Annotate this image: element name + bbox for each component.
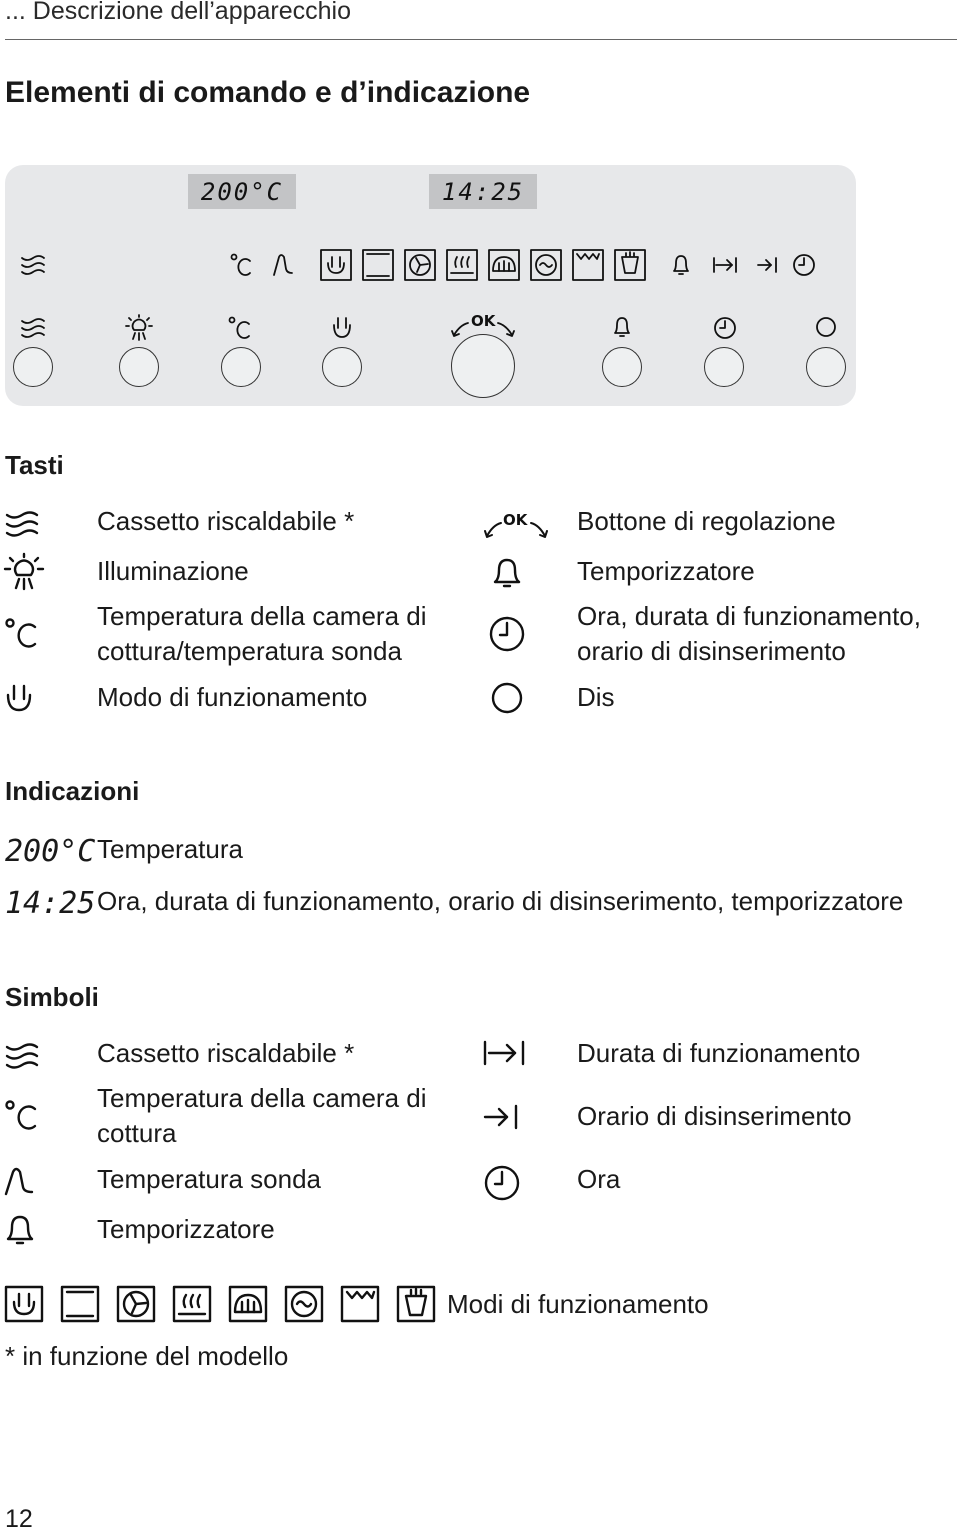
temperature-display: 200°C (188, 174, 296, 209)
mode-fan-grill-icon (530, 249, 562, 281)
duration-icon (712, 256, 738, 274)
mode-fan-grill-icon (285, 1286, 325, 1324)
list-item-label: Ora (577, 1164, 621, 1194)
light-button[interactable] (119, 347, 159, 387)
section-heading-indicazioni: Indicazioni (5, 776, 140, 806)
mode-bottom-heat-icon (173, 1286, 213, 1324)
clock-icon (713, 316, 737, 340)
list-item-label: Cassetto riscaldabile * (97, 1038, 355, 1068)
temperature-icon (228, 316, 254, 340)
list-item-label: cottura/temperatura sonda (97, 636, 402, 666)
list-item-label: Bottone di regolazione (577, 506, 836, 536)
footnote: * in funzione del modello (5, 1341, 289, 1371)
clock-button[interactable] (704, 347, 744, 387)
operating-mode-icon (5, 684, 33, 712)
warming-drawer-icon (20, 254, 46, 276)
temperature-icon (230, 253, 254, 277)
duration-icon (483, 1040, 525, 1066)
bell-icon (671, 254, 691, 276)
probe-icon (272, 253, 294, 277)
list-item-label: Ora, durata di funzionamento, orario di disinserimento, temporizzatore (97, 886, 904, 916)
bell-icon (5, 1214, 35, 1246)
list-item-label: Durata di funzionamento (577, 1038, 861, 1068)
bell-icon (492, 557, 522, 589)
mode-grill-icon (341, 1286, 381, 1324)
svg-text:OK: OK (503, 511, 528, 529)
page-title: Elementi di comando e d’indicazione (5, 76, 531, 109)
temperature-icon (5, 1099, 39, 1131)
temperature-button[interactable] (221, 347, 261, 387)
list-item-label: Temperatura della camera di (97, 1083, 427, 1113)
list-item-label: orario di disinserimento (577, 636, 846, 666)
probe-icon (4, 1166, 36, 1196)
mode-topbottom-icon (362, 249, 394, 281)
operating-mode-icon (331, 316, 353, 340)
list-item-label: Temperatura della camera di (97, 601, 427, 631)
warming-drawer-icon (5, 1042, 39, 1070)
clock-icon (792, 253, 816, 277)
light-icon (125, 315, 153, 341)
list-item-label: Cassetto riscaldabile * (97, 506, 355, 536)
adjustment-dial[interactable] (451, 334, 515, 398)
clock-icon (489, 616, 525, 652)
operating-mode-button[interactable] (322, 347, 362, 387)
light-icon (4, 554, 44, 590)
mode-fan-icon (404, 249, 436, 281)
temperature-icon (5, 617, 39, 649)
list-item-label: Illuminazione (97, 556, 249, 586)
header-divider (5, 39, 957, 40)
svg-text:OK: OK (471, 312, 496, 330)
mode-defrost-icon (397, 1286, 437, 1324)
list-item-label: Temperatura (97, 834, 243, 864)
list-item-label: Ora, durata di funzionamento, (577, 601, 921, 631)
breadcrumb: ... Descrizione dell’apparecchio (5, 0, 352, 25)
bell-icon (612, 316, 632, 338)
mode-grill-icon (572, 249, 604, 281)
off-circle-icon (815, 316, 837, 338)
section-heading-tasti: Tasti (5, 450, 64, 480)
time-display-symbol: 14:25 (5, 886, 96, 921)
mode-defrost-icon (614, 249, 646, 281)
mode-hotair-icon (5, 1286, 45, 1324)
mode-topbottom-icon (61, 1286, 101, 1324)
page-number: 12 (5, 1505, 33, 1533)
list-item-label: Temporizzatore (97, 1214, 275, 1244)
end-time-icon (483, 1104, 519, 1130)
warming-drawer-icon (20, 317, 46, 339)
mode-pizza-icon (229, 1286, 269, 1324)
clock-icon (484, 1165, 520, 1201)
off-button[interactable] (806, 347, 846, 387)
warming-drawer-icon (5, 510, 39, 538)
timer-button[interactable] (602, 347, 642, 387)
warming-drawer-button[interactable] (13, 347, 53, 387)
mode-pizza-icon (488, 249, 520, 281)
list-item-label: Dis (577, 682, 615, 712)
time-display: 14:25 (429, 174, 537, 209)
mode-fan-icon (117, 1286, 157, 1324)
list-item-label: Temperatura sonda (97, 1164, 322, 1194)
modes-label: Modi di funzionamento (447, 1289, 709, 1319)
list-item-label: Orario di disinserimento (577, 1101, 852, 1131)
list-item-label: Modo di funzionamento (97, 682, 368, 712)
list-item-label: Temporizzatore (577, 556, 755, 586)
list-item-label: cottura (97, 1118, 177, 1148)
mode-bottom-heat-icon (446, 249, 478, 281)
off-circle-icon (491, 682, 525, 716)
temperature-display-symbol: 200°C (5, 834, 96, 869)
ok-dial-icon (482, 510, 550, 540)
section-heading-simboli: Simboli (5, 982, 99, 1012)
end-time-icon (756, 256, 778, 274)
mode-hotair-icon (320, 249, 352, 281)
